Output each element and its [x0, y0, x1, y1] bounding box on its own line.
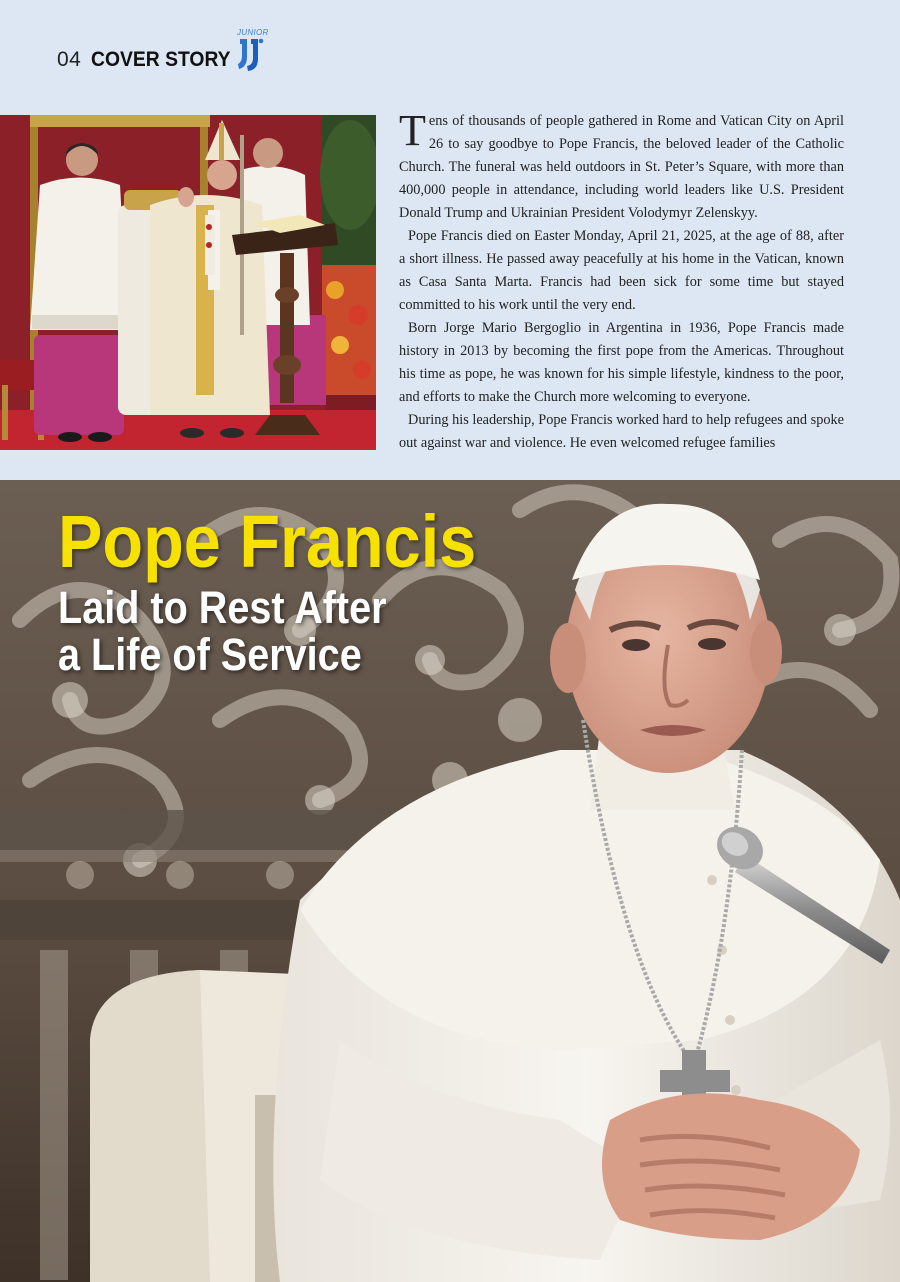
brand-label: JUNIOR — [237, 28, 269, 37]
article-paragraph: Pope Francis died on Easter Monday, April 21, 2025, at the age of 88, after a short illness. He passed away peacefully at his home in the Vatican, known as Casa Santa Marta. Francis had been sick for some time but stayed committed to his work until the very end. — [399, 228, 844, 313]
page-number: 04 — [57, 48, 82, 71]
drop-cap: T — [399, 106, 426, 155]
page-header — [57, 40, 243, 80]
section-title: COVER STORY — [91, 48, 231, 71]
junior-logo-icon — [234, 28, 270, 74]
hero-section — [0, 480, 900, 1282]
hero-subtitle-line: a Life of Service — [58, 629, 362, 680]
hero-title: Pope Francis — [58, 500, 477, 583]
article-paragraph: During his leadership, Pope Francis worked hard to help refugees and spoke out against war and violence. He even welcomed refugee families — [399, 412, 844, 451]
article-body — [399, 106, 844, 455]
article-paragraph: Born Jorge Mario Bergoglio in Argentina in 1936, Pope Francis made history in 2013 by becoming the first pope from the Americas. Throughout his time as pope, he was known for his simple lifestyle, kindness to the poor, and efforts to make the Church more welcoming to everyone. — [399, 320, 844, 405]
hero-subtitle — [58, 584, 387, 678]
funeral-mass-photo — [0, 115, 376, 450]
hero-subtitle-line: Laid to Rest After — [58, 582, 387, 633]
article-paragraph — [399, 106, 844, 225]
paragraph-text: ens of thousands of people gathered in Rome and Vatican City on April 26 to say goodbye to Pope Francis, the beloved leader of the Catholic Church. The funeral was held outdoors in St. Peter’s Square, with more than 400,000 people in attendance, including world leaders like U.S. President Donald Trump and Ukrainian President Volodymyr Zelenskyy. — [399, 113, 844, 221]
